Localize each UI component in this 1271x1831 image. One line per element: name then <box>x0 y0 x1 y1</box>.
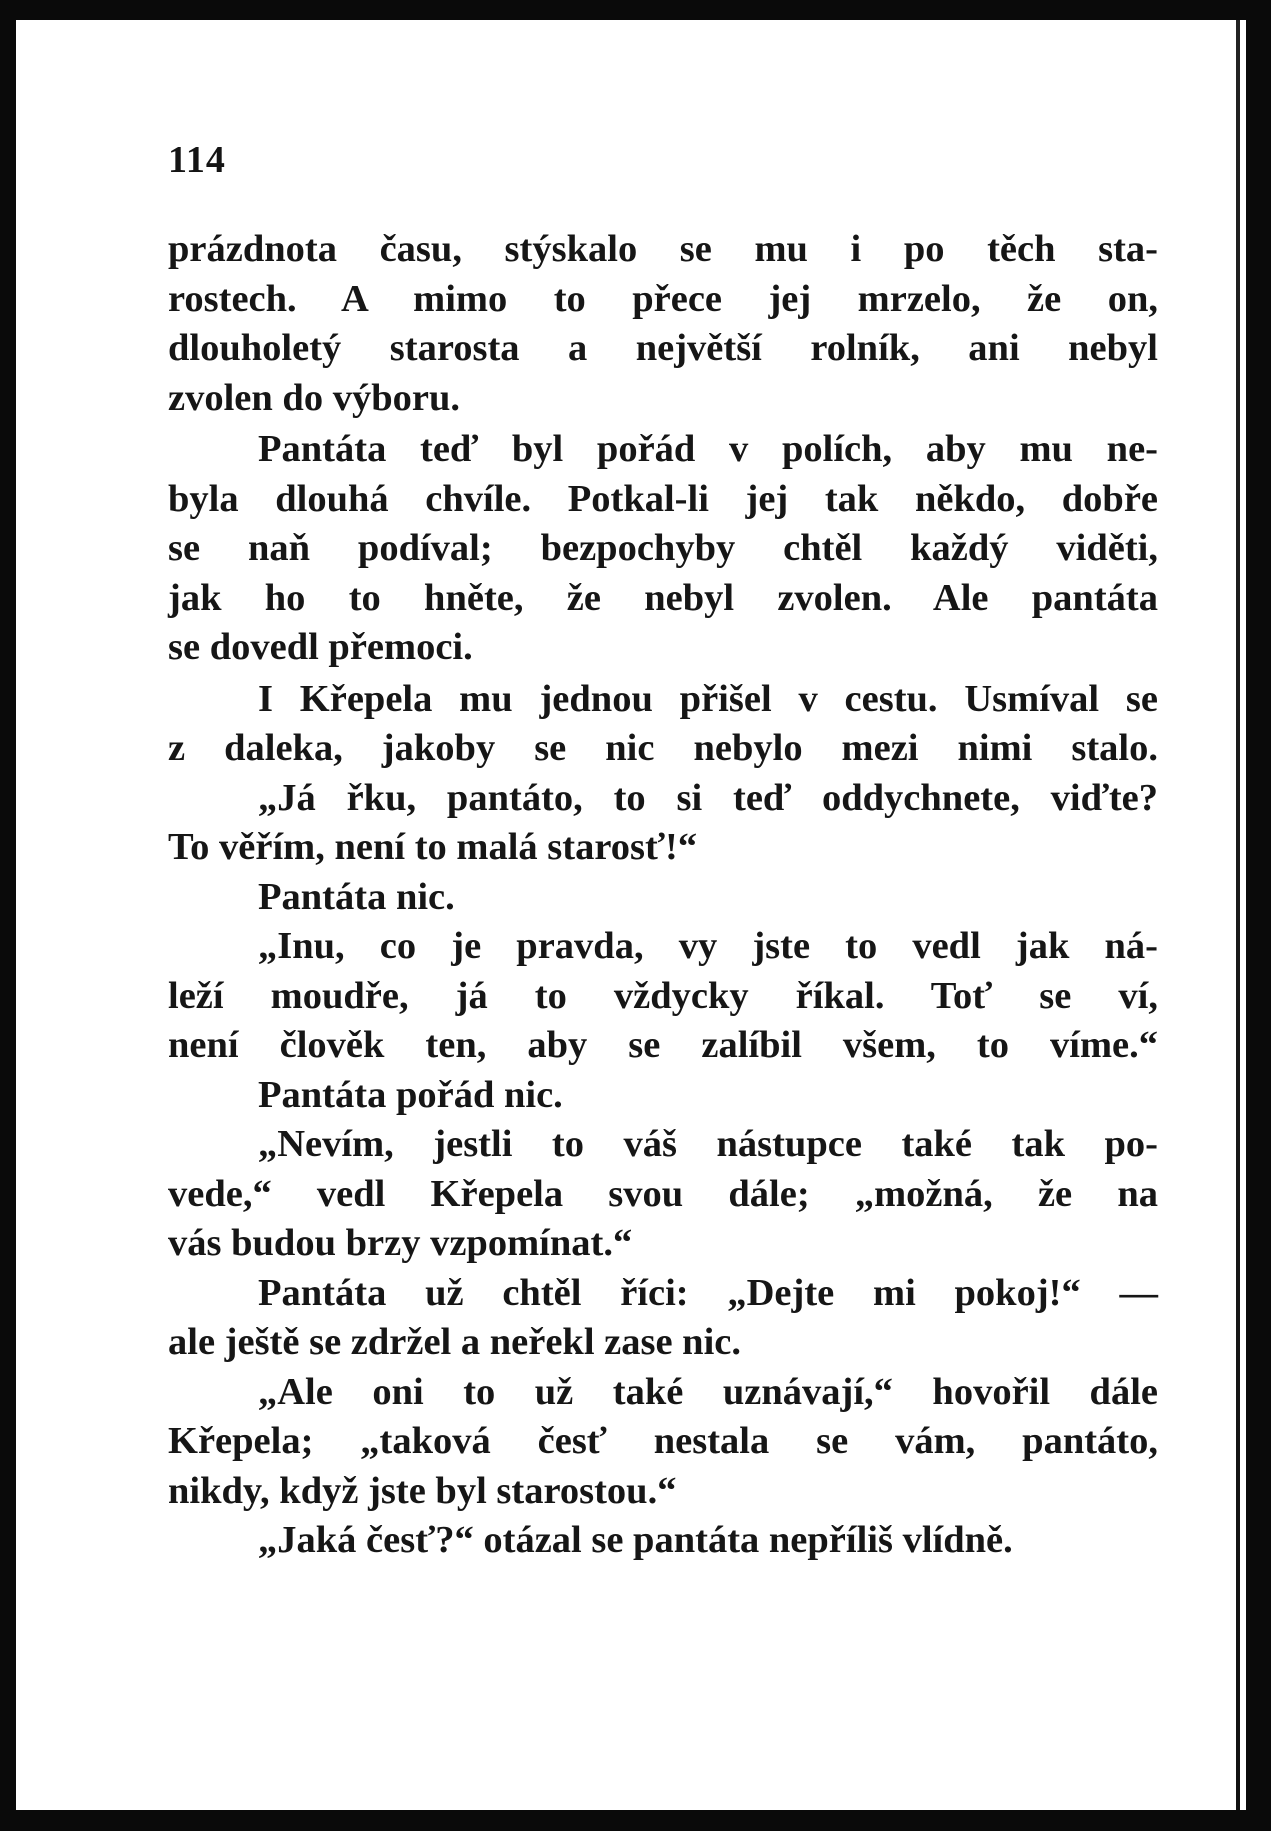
text-line: jak ho to hněte, že nebyl zvolen. Ale pantáta <box>168 576 1158 619</box>
text-line: „Nevím, jestli to váš nástupce také tak po- <box>258 1123 1158 1165</box>
text-line: není člověk ten, aby se zalíbil všem, to víme.“ <box>168 1024 1158 1066</box>
text-line: prázdnota času, stýskalo se mu i po těch sta- <box>168 228 1158 270</box>
body-text <box>168 225 1158 1566</box>
text-line: leží moudře, já to vždycky říkal. Toť se ví, <box>168 974 1158 1017</box>
text-line: I Křepela mu jednou přišel v cestu. Usmíval se <box>258 677 1158 720</box>
text-line: Křepela; „taková česť nestala se vám, pantáto, <box>168 1420 1158 1462</box>
text-line: To věřím, není to malá starosť!“ <box>168 826 698 868</box>
page-number: 114 <box>168 139 226 181</box>
text-line: nikdy, když jste byl starostou.“ <box>168 1469 677 1512</box>
text-line: Pantáta nic. <box>258 875 455 918</box>
text-line: z daleka, jakoby se nic nebylo mezi nimi stalo. <box>168 727 1158 769</box>
text-line: „Já řku, pantáto, to si teď oddychnete, viďte? <box>258 776 1158 819</box>
text-line: byla dlouhá chvíle. Potkal-li jej tak někdo, dobře <box>168 477 1158 520</box>
text-line: rostech. A mimo to přece jej mrzelo, že on, <box>168 277 1158 320</box>
text-line: se naň podíval; bezpochyby chtěl každý viděti, <box>168 527 1158 569</box>
text-line: „Ale oni to už také uznávají,“ hovořil dále <box>258 1370 1158 1413</box>
text-line: vede,“ vedl Křepela svou dále; „možná, že na <box>168 1172 1158 1215</box>
text-line: „Jaká česť?“ otázal se pantáta nepříliš vlídně. <box>258 1519 1013 1561</box>
text-line: vás budou brzy vzpomínat.“ <box>168 1222 633 1264</box>
text-line: Pantáta teď byl pořád v polích, aby mu ne- <box>258 428 1158 470</box>
book-page <box>16 20 1246 1810</box>
text-line: „Inu, co je pravda, vy jste to vedl jak ná- <box>258 925 1158 967</box>
text-line: Pantáta už chtěl říci: „Dejte mi pokoj!“ — <box>258 1271 1158 1314</box>
text-line: Pantáta pořád nic. <box>258 1073 563 1116</box>
page-edge-shadow <box>1236 20 1240 1810</box>
text-line: dlouholetý starosta a největší rolník, ani nebyl <box>168 327 1158 369</box>
text-line: ale ještě se zdržel a neřekl zase nic. <box>168 1321 742 1363</box>
text-line: zvolen do výboru. <box>168 376 460 419</box>
text-line: se dovedl přemoci. <box>168 626 473 668</box>
